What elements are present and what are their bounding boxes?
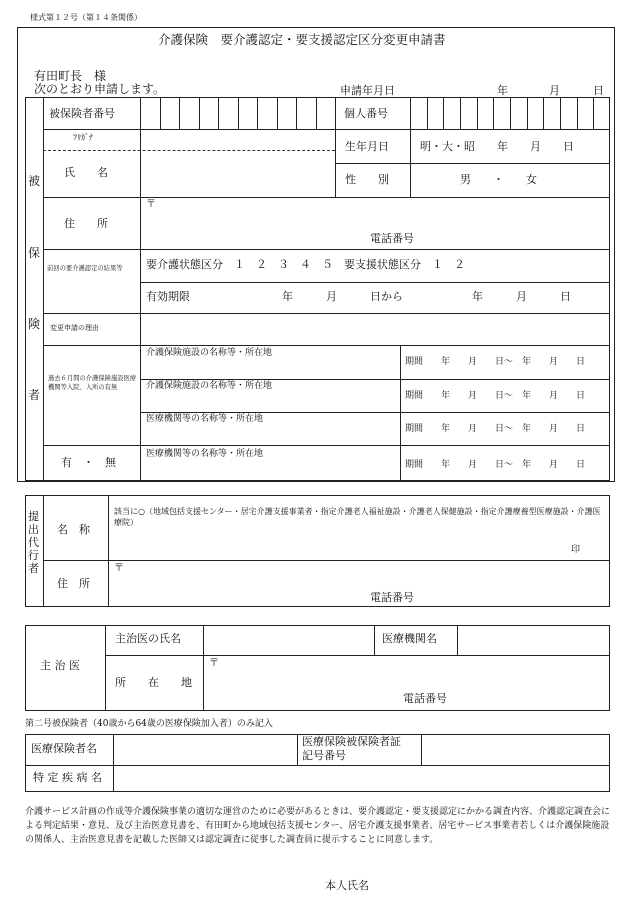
consent-text: 介護サービス計画の作成等介護保険事業の適切な運営のために必要があるときは、要介護認定・要支援認定にかかる調査内容、介護認定調査会による判定結果・意見、及び主治医意見書を、有田町から地域包括支援センター、居宅介護支援事業者、居宅サービス事業者若しくは介護保険施設の関係人、主治医意見書を記載した医師又は認定調査に従事した調査員に提示することに同意します。 [25, 807, 611, 845]
insured-side-char-1: 被 [28, 174, 41, 188]
institution-field[interactable] [459, 627, 608, 653]
care-level-options[interactable]: 要介護状態区分 １ ２ ３ ４ ５ 要支援状態区分 １ ２ [146, 258, 465, 271]
agent-side-char-1: 提 [28, 510, 39, 523]
agent-side-char-3: 代 [28, 536, 39, 549]
digit-box-divider [257, 97, 258, 129]
birth-date-label: 生年月日 [345, 140, 389, 153]
digit-box-divider [577, 97, 578, 129]
application-day: 日 [593, 84, 604, 97]
doctor-address-label: 所 在 地 [115, 676, 192, 689]
application-year: 年 [497, 84, 508, 97]
doctor-postal-mark: 〒 [209, 658, 219, 669]
intro-text: 次のとおり申請します。 [34, 82, 166, 96]
form-number: 様式第１２号（第１４条関係） [30, 13, 142, 22]
insurer-name-field[interactable] [115, 736, 295, 763]
insurance-card-label-1: 医療保険被保険者証 [302, 735, 401, 748]
insured-side-char-3: 険 [28, 317, 41, 331]
agent-seal-mark: 印 [571, 545, 581, 555]
signature-label: 本人氏名 [325, 879, 369, 892]
name-field[interactable] [141, 151, 334, 196]
name-label: 氏 名 [64, 166, 108, 179]
digit-box-divider [199, 97, 200, 129]
agent-name-label: 名 称 [57, 523, 90, 536]
personal-number-boxes[interactable] [410, 97, 610, 129]
insured-phone-label: 電話番号 [370, 232, 414, 245]
digit-box-divider [160, 97, 161, 129]
digit-box-divider [296, 97, 297, 129]
addressee: 有田町長 様 [34, 69, 107, 83]
agent-side-char-2: 出 [28, 523, 39, 536]
facility-row-2-name-label: 介護保険施設の名称等・所在地 [146, 381, 273, 391]
agent-postal-mark: 〒 [114, 563, 124, 574]
gender-value[interactable]: 男 ・ 女 [460, 173, 537, 186]
doctor-phone-label: 電話番号 [403, 692, 447, 705]
doctor-name-label: 主治医の氏名 [115, 632, 181, 645]
digit-box-divider [543, 97, 544, 129]
insurance-card-field[interactable] [423, 736, 608, 763]
digit-box-divider [427, 97, 428, 129]
insured-address-label: 住 所 [64, 217, 108, 230]
facility-row-1-period[interactable]: 期間 年 月 日～ 年 月 日 [405, 357, 586, 367]
agent-side-char-4: 行 [28, 549, 39, 562]
digit-box-divider [593, 97, 594, 129]
change-reason-field[interactable] [141, 315, 608, 344]
application-month: 月 [549, 84, 560, 97]
insured-number-label: 被保険者番号 [49, 107, 115, 120]
facility-row-4-period[interactable]: 期間 年 月 日～ 年 月 日 [405, 460, 586, 470]
insurance-card-label-2: 記号番号 [302, 749, 346, 762]
digit-box-divider [238, 97, 239, 129]
application-date-label: 申請年月日 [340, 84, 395, 97]
second-insured-note: 第二号被保険者（40歳から64歳の医療保険加入者）のみ記入 [25, 719, 273, 729]
digit-box-divider [560, 97, 561, 129]
digit-box-divider [477, 97, 478, 129]
agent-address-field[interactable] [128, 563, 606, 591]
presence-options[interactable]: 有 ・ 無 [61, 456, 116, 469]
validity-from[interactable]: 年 月 日から [282, 290, 403, 303]
validity-label: 有効期限 [146, 290, 190, 303]
agent-phone-label: 電話番号 [370, 591, 414, 604]
insured-side-char-2: 保 [28, 246, 41, 260]
facility-row-3-name-label: 医療機関等の名称等・所在地 [146, 414, 264, 424]
digit-box-divider [493, 97, 494, 129]
furigana-label: ﾌﾘｶﾞﾅ [73, 133, 93, 142]
insurer-name-label: 医療保険者名 [31, 742, 97, 755]
digit-box-divider [179, 97, 180, 129]
doctor-section-label: 主 治 医 [40, 659, 80, 672]
specific-disease-label: 特 定 疾 病 名 [33, 771, 102, 784]
personal-number-label: 個人番号 [344, 107, 388, 120]
digit-box-divider [316, 97, 317, 129]
insured-side-char-4: 者 [28, 388, 41, 402]
insured-address-field[interactable] [158, 199, 608, 229]
doctor-name-field[interactable] [205, 627, 372, 653]
validity-to[interactable]: 年 月 日 [472, 290, 571, 303]
digit-box-divider [277, 97, 278, 129]
agent-type-note[interactable]: 該当に○（地域包括支援センター・居宅介護支援事業者・指定介護老人福祉施設・介護老人保健施設・指定介護療養型医療施設・介護医療院） [114, 507, 601, 527]
birth-date-value[interactable]: 明・大・昭 年 月 日 [420, 140, 574, 153]
facility-row-3-period[interactable]: 期間 年 月 日～ 年 月 日 [405, 424, 586, 434]
digit-box-divider [218, 97, 219, 129]
form-title: 介護保険 要介護認定・要支援認定区分変更申請書 [158, 32, 446, 47]
facility-row-2-period[interactable]: 期間 年 月 日～ 年 月 日 [405, 391, 586, 401]
digit-box-divider [510, 97, 511, 129]
facility-row-4-name-label: 医療機関等の名称等・所在地 [146, 449, 264, 459]
change-reason-label: 変更申請の理由 [50, 324, 99, 332]
specific-disease-field[interactable] [115, 767, 608, 790]
prev-result-label: 前回の要介護認定の結果等 [47, 265, 123, 272]
digit-box-divider [443, 97, 444, 129]
digit-box-divider [527, 97, 528, 129]
agent-address-label: 住 所 [57, 577, 90, 590]
digit-box-divider [460, 97, 461, 129]
gender-label: 性 別 [345, 173, 389, 186]
signature-field[interactable] [385, 876, 605, 896]
agent-side-char-5: 者 [28, 562, 39, 575]
facility-row-1-name-label: 介護保険施設の名称等・所在地 [146, 348, 273, 358]
insured-number-boxes[interactable] [140, 97, 335, 129]
doctor-address-field[interactable] [222, 658, 606, 686]
furigana-field[interactable] [141, 130, 334, 149]
hospital-history-label: 過去６月間の介護保険施設医療機関等入院、入所の有無 [48, 375, 137, 391]
insured-postal-mark: 〒 [146, 199, 156, 210]
institution-label: 医療機関名 [382, 632, 437, 645]
